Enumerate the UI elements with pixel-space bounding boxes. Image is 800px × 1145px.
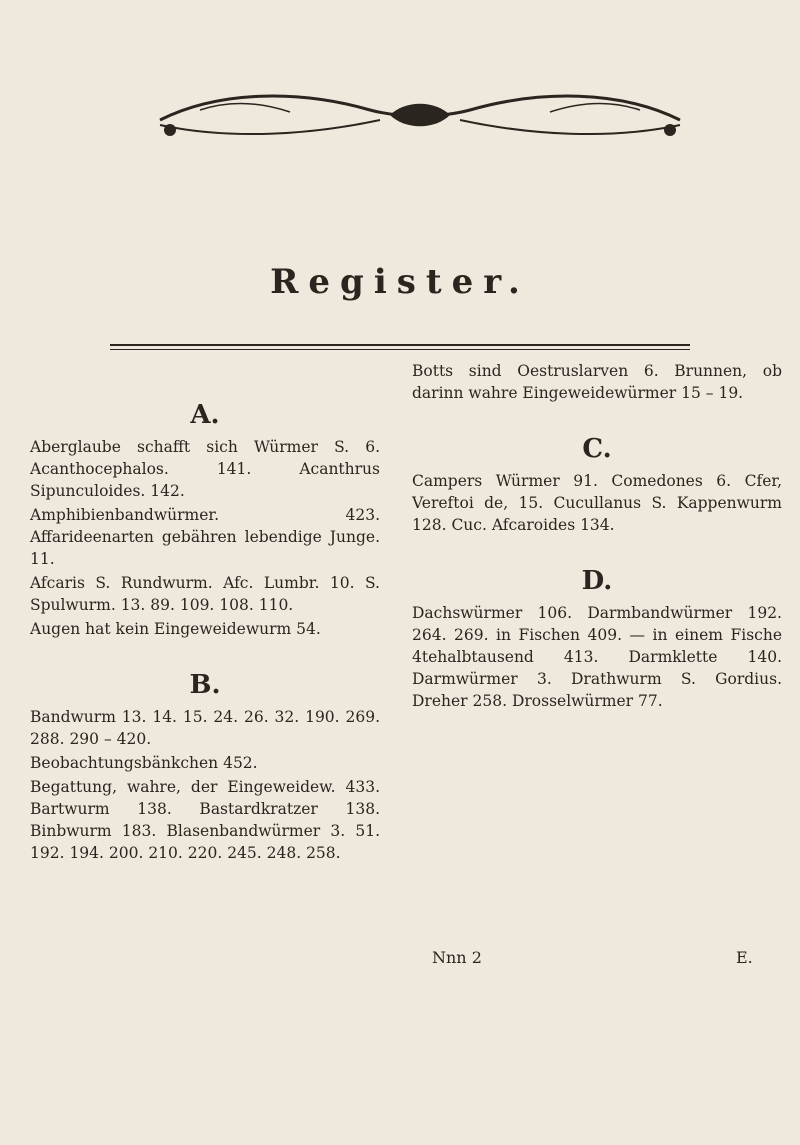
title-rule-thin <box>110 349 690 350</box>
index-entry: Campers Würmer 91. Comedones 6. Cfer, Vereftoi de, 15. Cucullanus S. Kappenwurm 128. Cuc. Afcaroides 134. <box>412 472 782 534</box>
section-letter-c: C. <box>582 434 612 464</box>
ornament-vignette <box>140 80 700 150</box>
left-column <box>30 400 380 866</box>
index-entry: Dachswürmer 106. Darmbandwürmer 192. 264. 269. in Fischen 409. — in einem Fische 4tehalbtausend 413. Darmklette 140. Darmwürmer 3. Drathwurm S. Gordius. Dreher 258. Drosselwürmer 77. <box>412 604 782 710</box>
index-entry: Bandwurm 13. 14. 15. 24. 26. 32. 190. 269. 288. 290 – 420. <box>30 708 380 748</box>
section-letter-d: D. <box>581 566 613 596</box>
index-entry: Beobachtungsbänkchen 452. <box>30 754 258 772</box>
section-letter-b: B. <box>189 670 221 700</box>
index-entry: Amphibienbandwürmer. 423. Affarideenarten gebähren lebendige Junge. 11. <box>30 506 380 568</box>
title-rule <box>110 344 690 346</box>
right-column <box>412 360 782 714</box>
index-entry: Begattung, wahre, der Eingeweidew. 433. Bartwurm 138. Bastardkratzer 138. Binbwurm 183. Blasenbandwürmer 3. 51. 192. 194. 200. 210. 220. 245. 248. 258. <box>30 778 380 862</box>
page-title: Register. <box>270 262 530 302</box>
index-entry: Botts sind Oestruslarven 6. Brunnen, ob darinn wahre Eingeweidewürmer 15 – 19. <box>412 362 782 402</box>
catchword: E. <box>736 948 753 967</box>
index-entry: Aberglaube schafft sich Würmer S. 6. Acanthocephalos. 141. Acanthrus Sipunculoides. 142. <box>30 438 380 500</box>
index-entry: Afcaris S. Rundwurm. Afc. Lumbr. 10. S. Spulwurm. 13. 89. 109. 108. 110. <box>30 574 380 614</box>
section-letter-a: A. <box>190 400 220 430</box>
index-entry: Augen hat kein Eingeweidewurm 54. <box>30 620 321 638</box>
signature-mark: Nnn 2 <box>432 948 482 967</box>
